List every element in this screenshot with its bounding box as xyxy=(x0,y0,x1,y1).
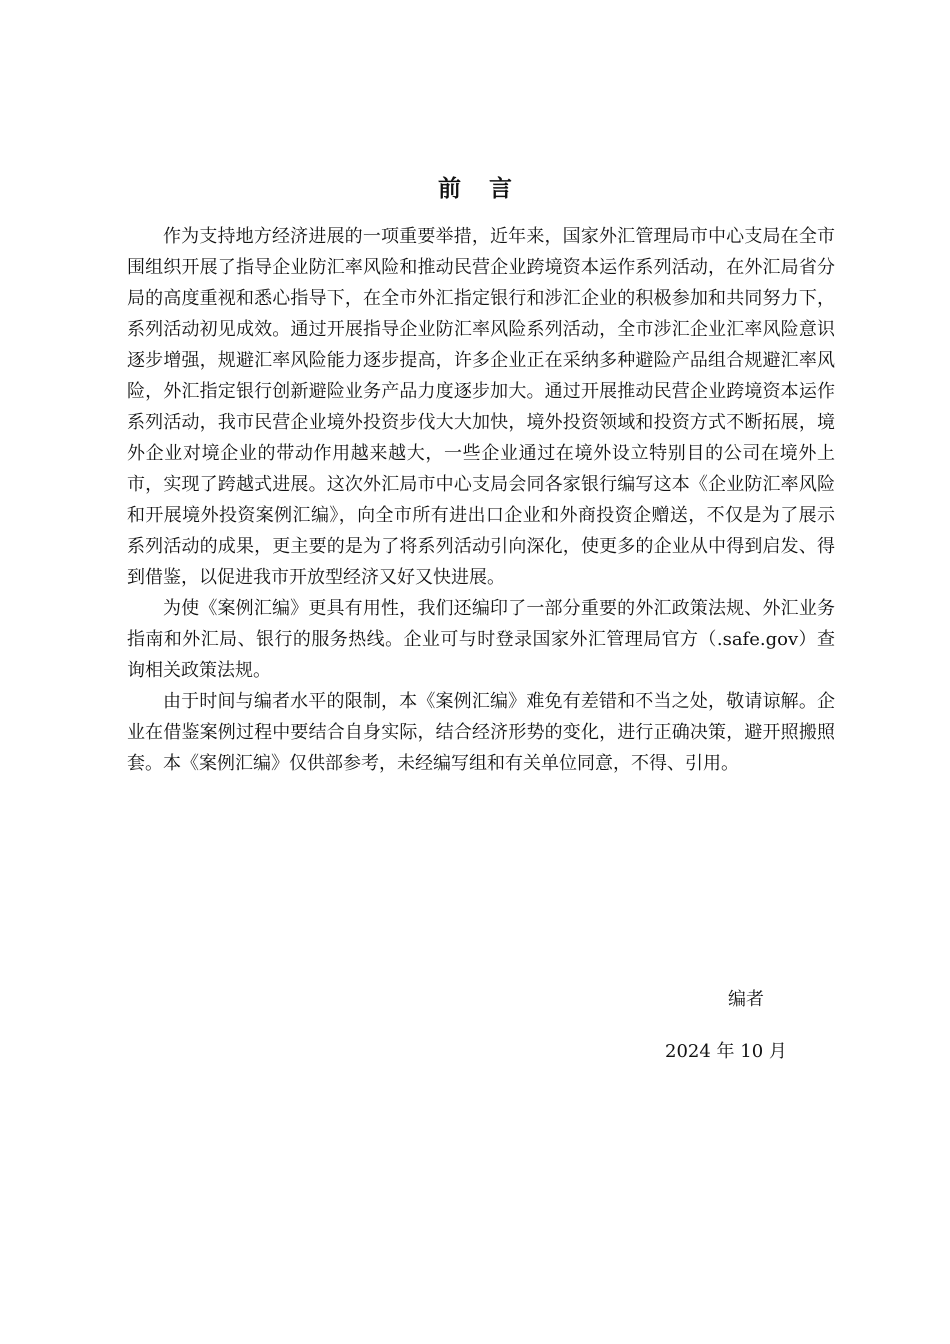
author-signature: 编者 xyxy=(728,989,764,1010)
paragraph-3: 由于时间与编者水平的限制，本《案例汇编》难免有差错和不当之处，敬请谅解。企业在借鉴案例过程中要结合自身实际，结合经济形势的变化，进行正确决策，避开照搬照套。本《案例汇编》仅供部参考，未经编写组和有关单位同意，不得、引用。 xyxy=(127,691,835,774)
title-char-1: 前 xyxy=(438,175,461,202)
document-date: 2024 年 10 月 xyxy=(665,1041,787,1062)
title-char-2: 言 xyxy=(489,175,512,202)
paragraph-2: 为使《案例汇编》更具有用性，我们还编印了一部分重要的外汇政策法规、外汇业务指南和外汇局、银行的服务热线。企业可与时登录国家外汇管理局官方（.safe.gov）查询相关政策法规。 xyxy=(127,598,835,681)
document-body xyxy=(127,221,835,779)
page-title xyxy=(0,170,950,203)
paragraph-1: 作为支持地方经济进展的一项重要举措，近年来，国家外汇管理局市中心支局在全市围组织开展了指导企业防汇率风险和推动民营企业跨境资本运作系列活动，在外汇局省分局的高度重视和悉心指导下，在全市外汇指定银行和涉汇企业的积极参加和共同努力下，系列活动初见成效。通过开展指导企业防汇率风险系列活动，全市涉汇企业汇率风险意识逐步增强，规避汇率风险能力逐步提高，许多企业正在采纳多种避险产品组合规避汇率风险，外汇指定银行创新避险业务产品力度逐步加大。通过开展推动民营企业跨境资本运作系列活动，我市民营企业境外投资步伐大大加快，境外投资领域和投资方式不断拓展，境外企业对境企业的带动作用越来越大，一些企业通过在境外设立特别目的公司在境外上市，实现了跨越式进展。这次外汇局市中心支局会同各家银行编写这本《企业防汇率风险和开展境外投资案例汇编》，向全市所有进出口企业和外商投资企赠送，不仅是为了展示系列活动的成果，更主要的是为了将系列活动引向深化，使更多的企业从中得到启发、得到借鉴，以促进我市开放型经济又好又快进展。 xyxy=(127,226,835,588)
